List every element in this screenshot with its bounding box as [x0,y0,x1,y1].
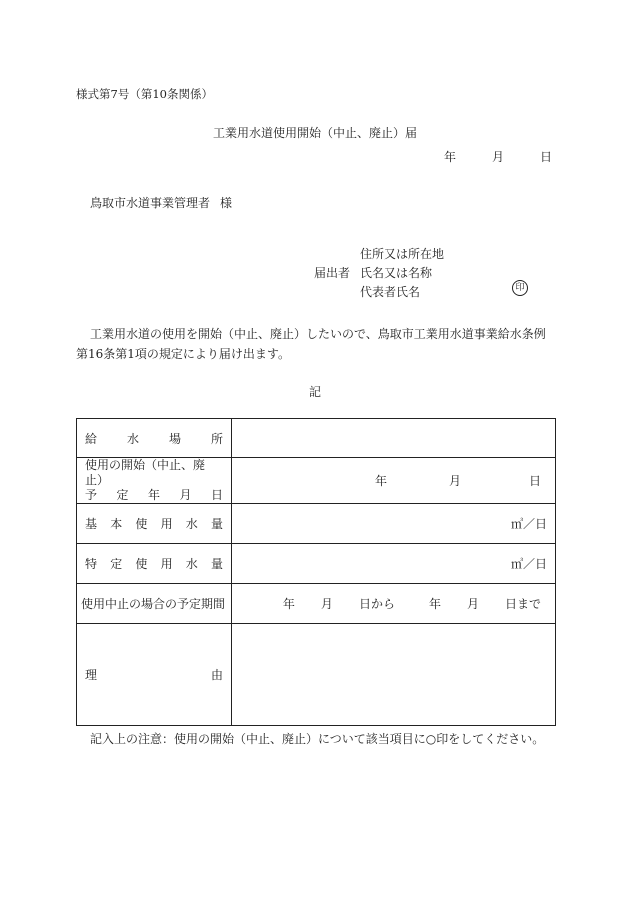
unit-label: ㎥／日 [510,557,547,571]
label-char: 定 [110,557,123,571]
start-date-day: 日 [528,474,541,488]
addressee [90,194,232,211]
field-start-date[interactable] [232,458,556,504]
period-day-from: 日から [358,597,395,611]
label-char: 予 [85,488,98,502]
label-start-date [77,458,232,504]
seal-mark: 印 [512,280,528,296]
period-day-to: 日まで [504,597,541,611]
label-char: 用 [160,557,173,571]
label-char: 月 [179,488,192,502]
label-char: 本 [110,517,123,531]
row-suspension-period [77,584,556,624]
label-char: 日 [210,488,223,502]
field-basic-volume[interactable] [232,504,556,544]
label-char: 特 [85,557,98,571]
row-start-date [77,458,556,504]
label-char: 量 [210,557,223,571]
field-specific-volume[interactable] [232,544,556,584]
period-month-from: 月 [320,597,333,611]
applicant-address-label: 住所又は所在地 [360,247,445,261]
label-char: 定 [116,488,129,502]
label-suspension-period: 使用中止の場合の予定期間 [77,584,232,624]
period-year-from: 年 [282,597,295,611]
addressee-name: 鳥取市水道事業管理者 [90,196,211,210]
label-char: 水 [185,557,198,571]
ki-heading: 記 [308,385,321,399]
label-char: 給 [85,431,98,446]
date-year-label: 年 [444,150,457,164]
label-char: 用 [160,517,173,531]
form-number: 様式第7号（第10条関係） [76,87,213,101]
field-reason[interactable] [232,624,556,726]
field-suspension-period[interactable] [232,584,556,624]
label-start-date-line1: 使用の開始（中止、廃止） [85,458,206,487]
start-date-year: 年 [374,474,387,488]
row-supply-place [77,419,556,458]
label-char: 理 [85,668,98,682]
unit-label: ㎥／日 [510,517,547,531]
applicant-name-label: 氏名又は名称 [360,266,433,280]
period-year-to: 年 [428,597,441,611]
applicant-label: 届出者 [314,266,351,280]
body-text: 工業用水道の使用を開始（中止、廃止）したいので、鳥取市工業用水道事業給水条例第16条第1項の規定により届け出ます。 [76,327,546,361]
field-supply-place[interactable] [232,419,556,458]
row-reason [77,624,556,726]
date-day-label: 日 [540,150,553,164]
label-supply-place [77,419,232,458]
label-basic-volume [77,504,232,544]
addressee-honorific: 様 [220,196,233,210]
filling-note: 記入上の注意：使用の開始（中止、廃止）について該当項目に○印をしてください。 [90,732,545,746]
label-char: 水 [185,517,198,531]
label-char: 年 [147,488,160,502]
label-char: 量 [210,517,223,531]
label-char: 所 [210,431,223,446]
date-month-label: 月 [492,150,505,164]
period-month-to: 月 [466,597,479,611]
start-date-month: 月 [448,474,461,488]
row-specific-volume [77,544,556,584]
label-char: 水 [126,431,139,446]
label-char: 場 [168,431,181,446]
label-specific-volume [77,544,232,584]
row-basic-volume [77,504,556,544]
label-char: 使 [135,557,148,571]
form-title: 工業用水道使用開始（中止、廃止）届 [212,126,417,140]
label-reason [77,624,232,726]
form-table [76,418,556,726]
label-char: 由 [210,668,223,682]
label-char: 基 [85,517,98,531]
label-char: 使 [135,517,148,531]
applicant-representative-label: 代表者氏名 [360,285,421,299]
